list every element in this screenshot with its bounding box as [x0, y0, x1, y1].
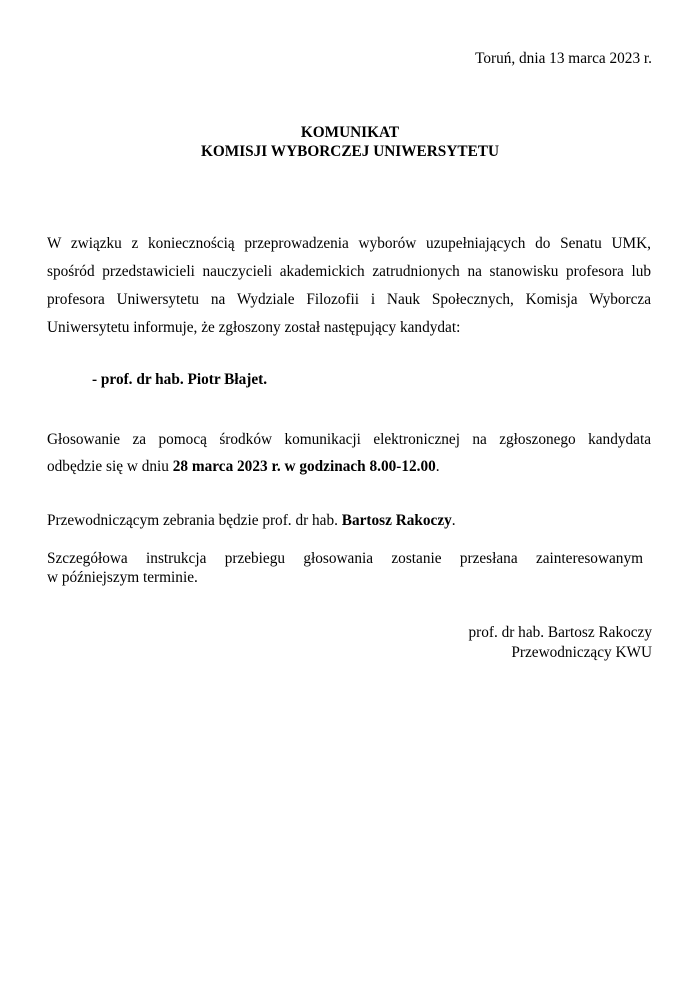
document-title: [0, 123, 700, 161]
chairman-name: Bartosz Rakoczy: [341, 512, 452, 529]
paragraph-line: profesora Uniwersytetu na Wydziale Filozofii i Nauk Społecznych, Komisja Wyborcza: [47, 291, 651, 308]
voting-date-time: 28 marca 2023 r. w godzinach 8.00-12.00: [172, 458, 436, 475]
instructions-paragraph: [47, 549, 643, 587]
paragraph-line: Uniwersytetu informuje, że zgłoszony został następujący kandydat:: [47, 319, 461, 336]
chairman-prefix: Przewodniczącym zebrania będzie prof. dr hab.: [47, 512, 342, 529]
announcement-paragraph: [47, 230, 651, 342]
paragraph-line: [47, 453, 651, 480]
paragraph-line: spośród przedstawicieli nauczycieli akademickich zatrudnionych na stanowisku profesora lub: [47, 263, 651, 280]
chairman-suffix: .: [451, 512, 456, 529]
signature-block: [468, 623, 652, 663]
paragraph-line: W związku z koniecznością przeprowadzenia wyborów uzupełniających do Senatu UMK,: [47, 235, 651, 252]
paragraph-line: Głosowanie za pomocą środków komunikacji elektronicznej na zgłoszonego kandydata: [47, 431, 651, 448]
candidate-name: - prof. dr hab. Piotr Błajet.: [92, 371, 268, 388]
voting-paragraph: [47, 426, 651, 480]
title-line-1: KOMUNIKAT: [300, 124, 400, 141]
signature-role: Przewodniczący KWU: [511, 644, 652, 661]
voting-date-suffix: .: [435, 458, 440, 475]
paragraph-line: Szczegółowa instrukcja przebiegu głosowania zostanie przesłana zainteresowanym: [47, 550, 643, 567]
paragraph-line: w późniejszym terminie.: [47, 569, 198, 586]
voting-date-prefix: odbędzie się w dniu: [47, 458, 173, 475]
chairman-paragraph: [47, 512, 651, 530]
place-date: Toruń, dnia 13 marca 2023 r.: [475, 50, 652, 67]
signature-name: prof. dr hab. Bartosz Rakoczy: [468, 624, 652, 641]
title-line-2: KOMISJI WYBORCZEJ UNIWERSYTETU: [200, 143, 500, 160]
